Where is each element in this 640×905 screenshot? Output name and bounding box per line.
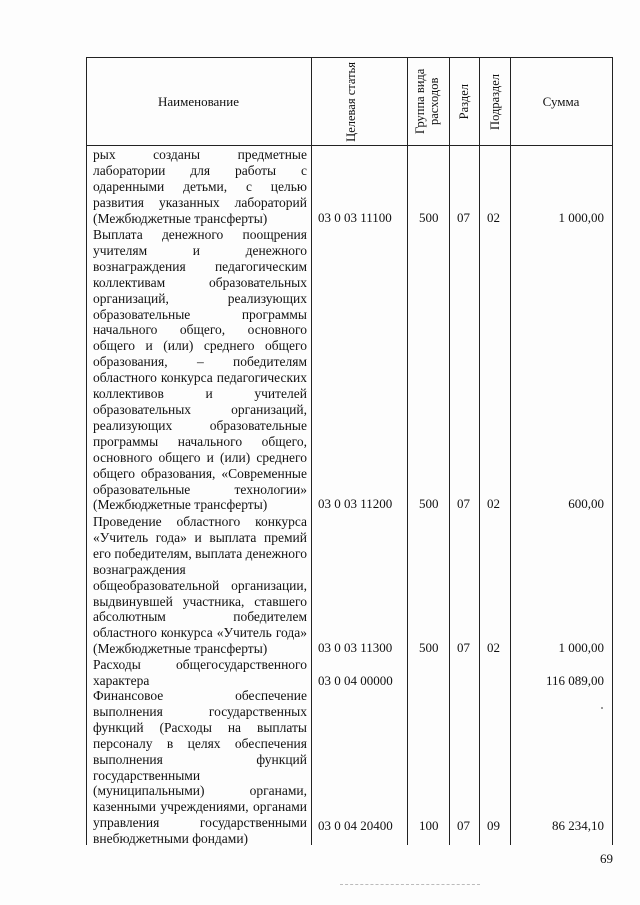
page-number: 69 <box>600 851 613 866</box>
header-name: Наименование <box>158 93 239 109</box>
header-section-text: Раздел <box>457 83 471 120</box>
row-section: 07 <box>457 210 470 225</box>
row-sum: 116 089,00 <box>545 673 604 688</box>
header-target-article-text: Целевая статья <box>344 61 358 142</box>
row-sum: 1 000,00 <box>558 640 604 655</box>
row-group: 500 <box>419 640 439 655</box>
row-group: 500 <box>419 210 439 225</box>
table-border-left <box>86 57 87 845</box>
column-divider <box>449 57 450 845</box>
row-code: 03 0 04 00000 <box>318 673 393 688</box>
scan-artifact-line <box>340 884 480 885</box>
row-subsection: 02 <box>487 496 500 511</box>
header-subsection-text: Подраздел <box>487 73 502 130</box>
row-sum: 600,00 <box>568 496 604 511</box>
row-code: 03 0 04 20400 <box>318 818 393 833</box>
row-code: 03 0 03 11300 <box>318 640 393 655</box>
table-border-right <box>612 57 613 845</box>
header-expense-group <box>407 57 449 146</box>
row-name: Проведение областного конкурса «Учитель года» и выплата премий его победителям, выплата денежного вознаграждения общеобразовательной организации, выдвинувшей участника, ставшего абсолютным победителем областного конкурса «Учитель года» (Межбюджетные трансферты) <box>93 514 307 657</box>
row-group: 100 <box>419 818 439 833</box>
scan-speck <box>601 707 603 709</box>
header-section <box>449 57 479 146</box>
row-code: 03 0 03 11200 <box>318 496 393 511</box>
row-name: Выплата денежного поощрения учителям и денежного вознаграждения педагогическим коллективам образовательных организаций, реализующих образовательные программы начального общего, основного общего и (или) среднего общего образования, – победителям областного конкурса педагогических коллективов и учителей образовательных организаций, реализующих образовательные программы начального общего, основного общего и (или) среднего общего образования, «Современные образовательные технологии» (Межбюджетные трансферты) <box>93 227 307 513</box>
row-group: 500 <box>419 496 439 511</box>
row-section: 07 <box>457 818 470 833</box>
row-sum: 1 000,00 <box>558 210 604 225</box>
column-divider <box>311 57 312 845</box>
header-subsection <box>479 57 510 146</box>
column-divider <box>407 57 408 845</box>
header-sum: Сумма <box>542 93 580 109</box>
row-name: Расходы общегосударственного характера <box>93 657 307 688</box>
row-subsection: 02 <box>487 640 500 655</box>
header-target-article <box>311 57 407 146</box>
row-subsection: 09 <box>487 818 500 833</box>
row-sum: 86 234,10 <box>552 818 604 833</box>
row-subsection: 02 <box>487 210 500 225</box>
column-divider <box>479 57 480 845</box>
row-name: рых созданы предметные лаборатории для работы с одаренными детьми, с целью развития указанных лабораторий (Межбюджетные трансферты) <box>93 147 307 226</box>
row-section: 07 <box>457 496 470 511</box>
row-code: 03 0 03 11100 <box>318 210 392 225</box>
header-expense-group-text: Группа вида расходов <box>413 68 441 135</box>
row-name: Финансовое обеспечение выполнения государственных функций (Расходы на выплаты персоналу в целях обеспечения выполнения функций государственными (муниципальными) органами, казенными учреждениями, органами управления государственными внебюджетными фондами) <box>93 688 307 847</box>
row-section: 07 <box>457 640 470 655</box>
column-divider <box>510 57 511 845</box>
